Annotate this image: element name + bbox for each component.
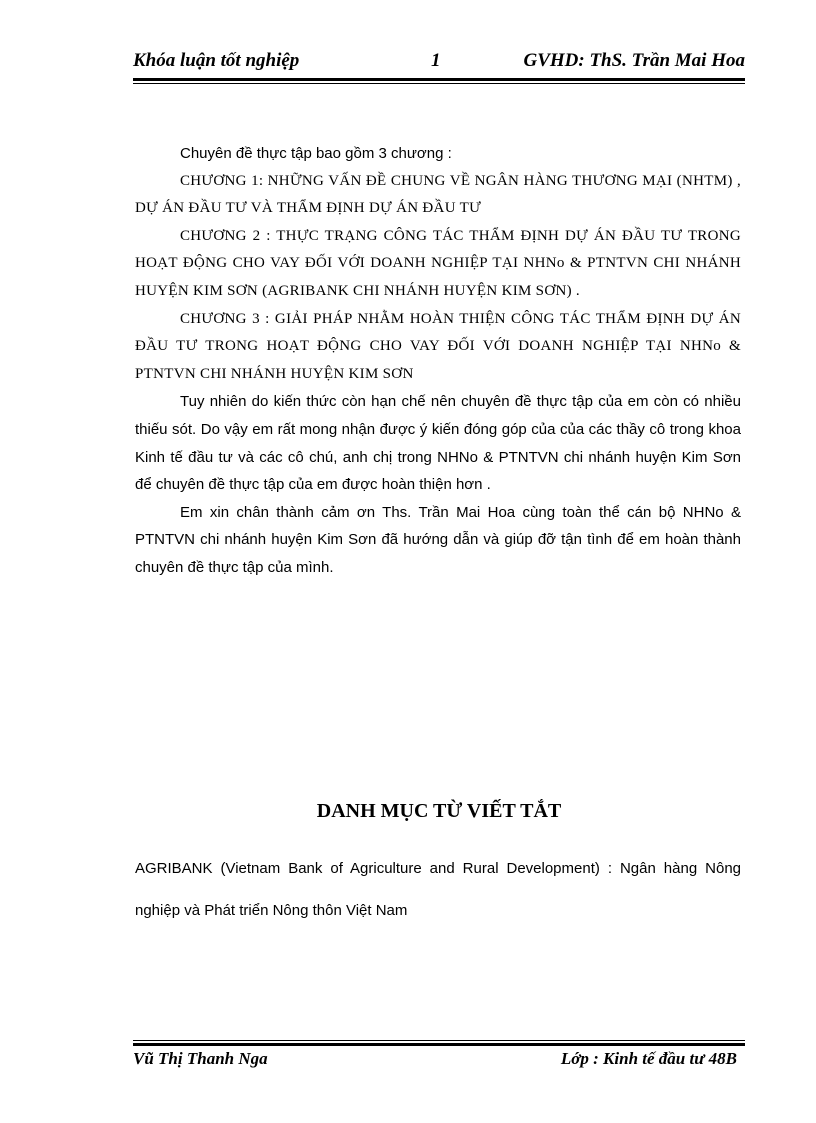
footer-rule-thin: [133, 1040, 745, 1041]
paragraph-limitations: Tuy nhiên do kiến thức còn hạn chế nên chuyên đề thực tập của em còn có nhiều thiếu sót. Do vậy em rất mong nhận được ý kiến đóng góp của của các thầy cô trong khoa Kinh tế đầu tư và các cô chú, anh chị trong NHNo & PTNTVN chi nhánh huyện Kim Sơn để chuyên đề thực tập của em được hoàn thiện hơn .: [135, 393, 741, 494]
footer-rule-thick: [133, 1043, 745, 1046]
header-rule-thick: [133, 78, 745, 81]
header-rule-thin: [133, 83, 745, 84]
page-footer: [133, 1049, 745, 1075]
header-thesis-label: Khóa luận tốt nghiệp: [133, 50, 300, 71]
header-page-number: 1: [431, 50, 441, 71]
chapter-3: CHƯƠNG 3 : GIẢI PHÁP NHẰM HOÀN THIỆN CÔNG TÁC THẨM ĐỊNH DỰ ÁN ĐẦU TƯ TRONG HOẠT ĐỘNG CHO VAY ĐỐI VỚI DOANH NGHIỆP TẠI NHNo & PTNTVN CHI NHÁNH HUYỆN KIM SƠN: [135, 310, 741, 382]
intro-line: Chuyên đề thực tập bao gồm 3 chương :: [180, 145, 452, 162]
chapter-2: CHƯƠNG 2 : THỰC TRẠNG CÔNG TÁC THẨM ĐỊNH DỰ ÁN ĐẦU TƯ TRONG HOẠT ĐỘNG CHO VAY ĐỐI VỚI DOANH NGHIỆP TẠI NHNo & PTNTVN CHI NHÁNH HUYỆN KIM SƠN (AGRIBANK CHI NHÁNH HUYỆN KIM SƠN) .: [135, 227, 741, 299]
abbreviation-entry: AGRIBANK (Vietnam Bank of Agriculture and Rural Development) : Ngân hàng Nông nghiệp và Phát triển Nông thôn Việt Nam: [135, 860, 741, 919]
abbreviations-list: [135, 848, 741, 932]
footer-author: Vũ Thị Thanh Nga: [133, 1049, 268, 1068]
chapter-1: CHƯƠNG 1: NHỮNG VẤN ĐỀ CHUNG VỀ NGÂN HÀNG THƯƠNG MẠI (NHTM) , DỰ ÁN ĐẦU TƯ VÀ THẨM ĐỊNH DỰ ÁN ĐẦU TƯ: [135, 172, 741, 217]
page-header: [133, 50, 745, 76]
abbreviations-title: DANH MỤC TỪ VIẾT TẮT: [316, 800, 562, 822]
paragraph-thanks: Em xin chân thành cảm ơn Ths. Trần Mai Hoa cùng toàn thể cán bộ NHNo & PTNTVN chi nhánh huyện Kim Sơn đã hướng dẫn và giúp đỡ tận tình để em hoàn thành chuyên đề thực tập của mình.: [135, 503, 741, 576]
footer-class: Lớp : Kinh tế đầu tư 48B: [560, 1049, 737, 1068]
main-body: [135, 140, 741, 582]
header-supervisor: GVHD: ThS. Trần Mai Hoa: [523, 50, 745, 71]
